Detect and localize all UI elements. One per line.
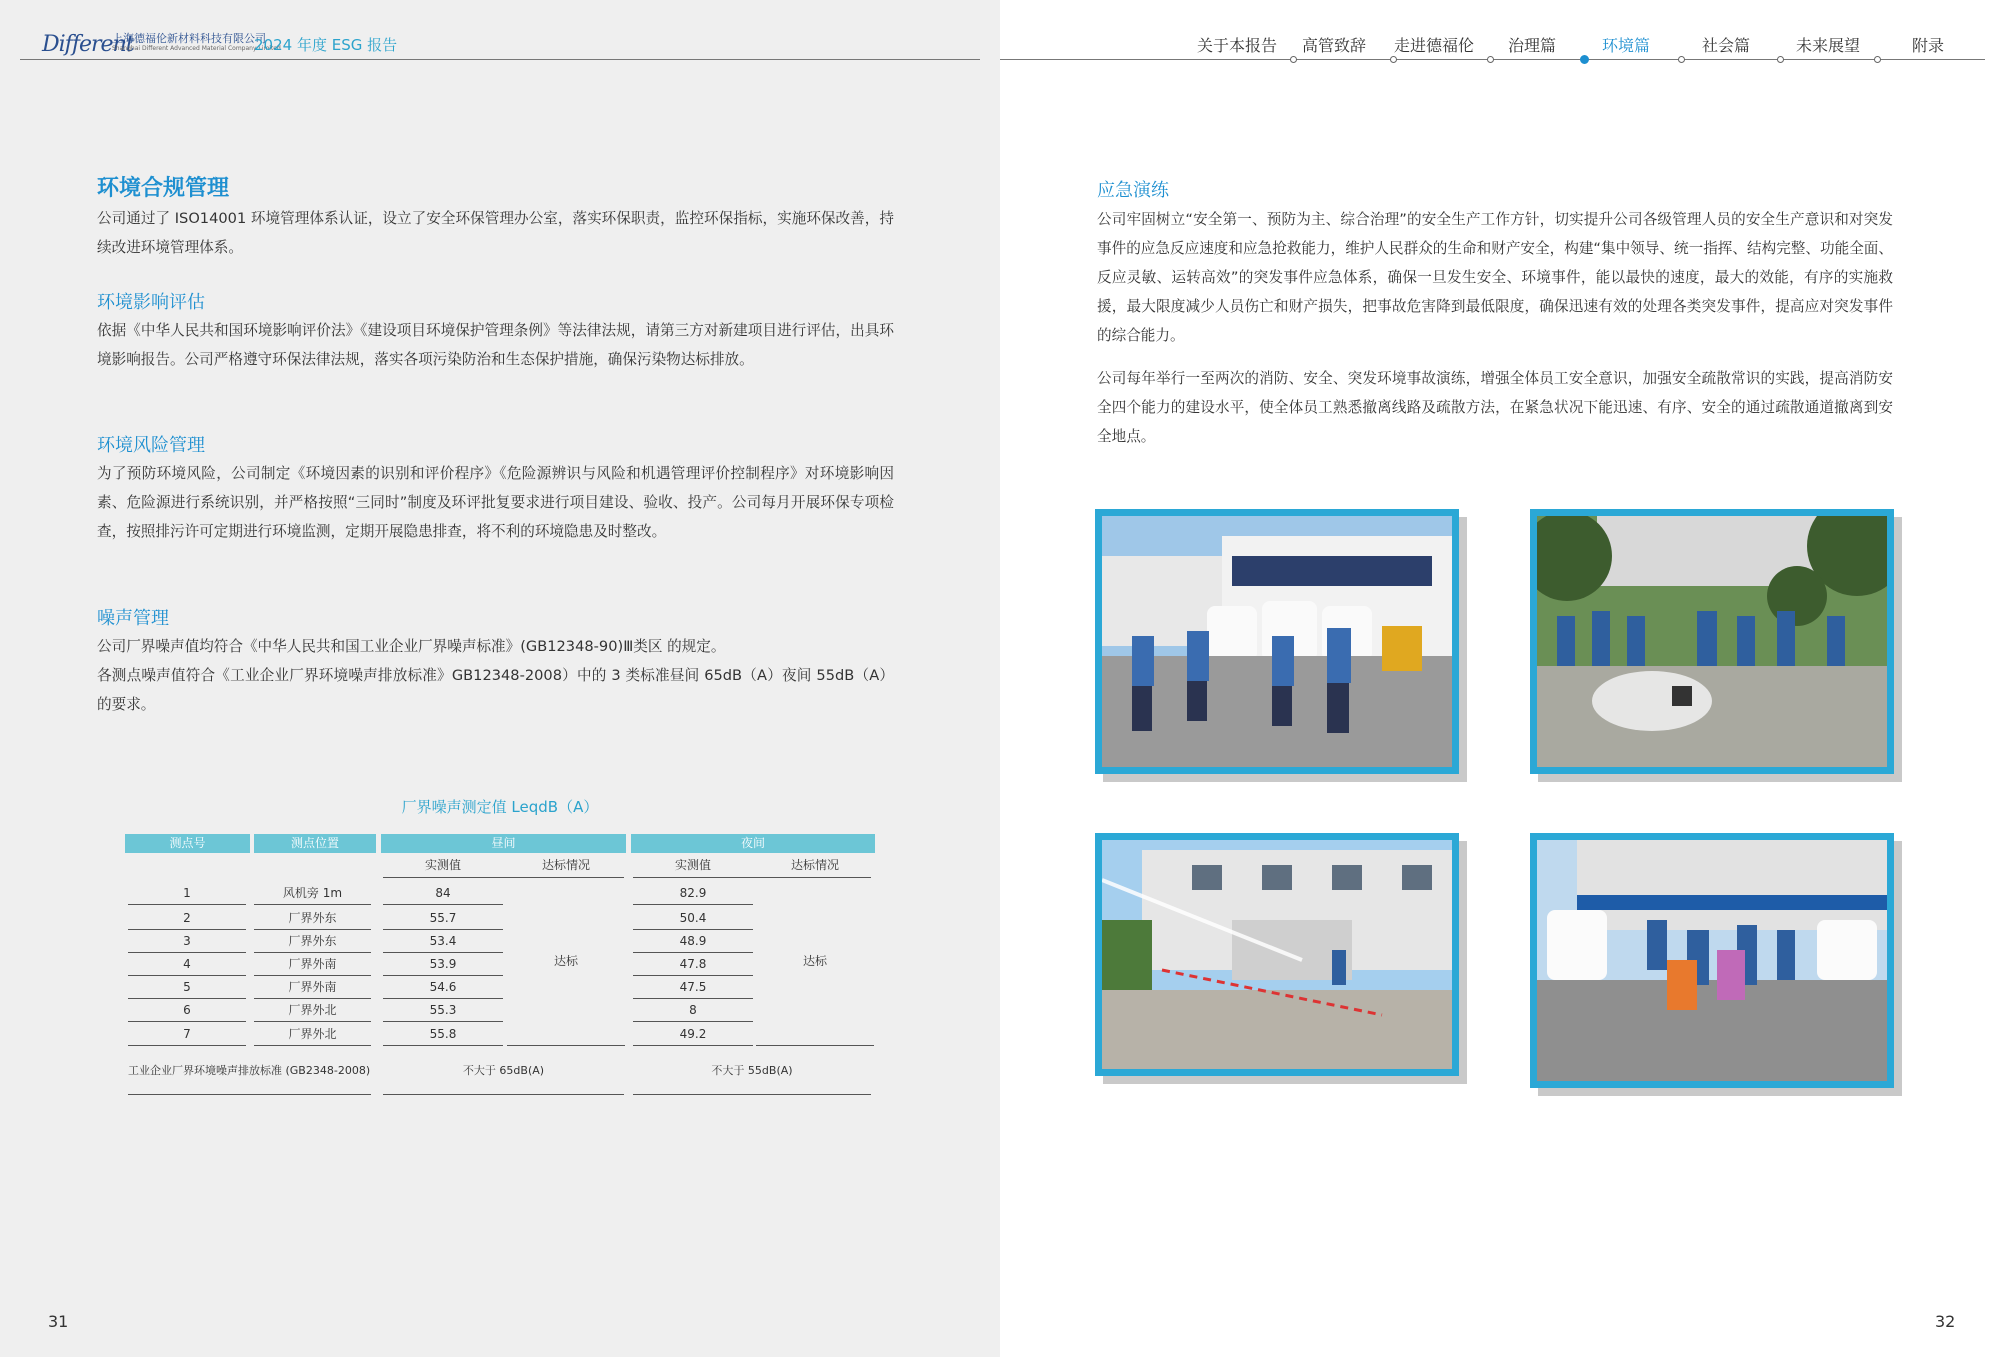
heading-risk: 环境风险管理 [97,435,205,456]
table-cell-night: 50.4 [679,911,707,925]
table-row-rule [383,975,503,976]
drill-photo-fire-hose [1095,833,1459,1076]
table-row-rule [633,1045,753,1046]
table-row-rule [128,929,246,930]
heading-emergency-drill: 应急演练 [1097,180,1169,201]
night-limit: 不大于 55dB(A) [711,1064,793,1077]
table-cell-day: 55.8 [429,1027,457,1041]
nav-item[interactable]: 走进德福伦 [1394,36,1475,55]
table-cell-night: 47.8 [679,957,707,971]
table-cell-no: 5 [183,980,191,994]
table-row-rule [254,929,371,930]
standard-label: 工业企业厂界环境噪声排放标准 (GB2348-2008) [128,1064,371,1077]
table-cell-location: 风机旁 1m [282,886,343,900]
photo-image [1102,516,1452,767]
table-row-rule [633,998,753,999]
table-cell-day: 53.4 [429,934,457,948]
table-cell-no: 3 [183,934,191,948]
sub-night-measured: 实测值 [674,858,711,872]
table-cell-night: 49.2 [679,1027,707,1041]
rule [383,877,624,878]
table-row-rule [383,952,503,953]
photo-image [1102,840,1452,1069]
noise-paragraph-2: 各测点噪声值符合《工业企业厂界环境噪声排放标准》GB12348-2008）中的 3 类标准昼间 65dB（A）夜间 55dB（A）的要求。 [97,667,894,713]
table-row-rule [633,904,753,905]
photo-image [1537,840,1887,1081]
nav-dot [1580,55,1589,64]
nav-item[interactable]: 高管致辞 [1302,36,1367,55]
status-rule [507,1045,625,1046]
table-cell-night: 8 [689,1003,697,1017]
th-night: 夜间 [631,834,875,853]
sub-night-status: 达标情况 [790,858,839,872]
rule [254,1094,371,1095]
rule [383,1094,624,1095]
nav-item[interactable]: 未来展望 [1796,36,1861,55]
day-status-merged: 达标 [553,954,578,968]
page-number-left: 31 [48,1312,69,1331]
night-status-merged: 达标 [802,954,827,968]
noise-paragraph-1: 公司厂界噪声值均符合《中华人民共和国工业企业厂界噪声标准》(GB12348-90)Ⅲ类区 的规定。 [97,638,726,655]
status-rule [756,1045,874,1046]
company-name-en: Shanghai Different Advanced Material Company Limited [112,45,281,52]
table-cell-location: 厂界外南 [288,980,337,994]
table-cell-location: 厂界外东 [288,911,337,925]
table-row-rule [128,952,246,953]
table-row-rule [383,904,503,905]
table-row-rule [633,952,753,953]
nav-dot [1678,56,1685,63]
table-cell-location: 厂界外北 [288,1003,337,1017]
compliance-intro: 公司通过了 ISO14001 环境管理体系认证，设立了安全环保管理办公室，落实环保职责，监控环保指标，实施环保改善，持续改进环境管理体系。 [97,210,894,256]
table-row-rule [383,1045,503,1046]
table-cell-location: 厂界外东 [288,934,337,948]
table-row-rule [633,975,753,976]
rule [633,877,871,878]
table-cell-night: 48.9 [679,934,707,948]
table-cell-day: 53.9 [429,957,457,971]
table-row-rule [254,952,371,953]
th-point-no: 测点号 [125,834,250,853]
nav-dot [1390,56,1397,63]
table-cell-day: 55.7 [429,911,457,925]
heading-noise: 噪声管理 [97,608,169,629]
nav-dot [1874,56,1881,63]
th-day: 昼间 [381,834,626,853]
drill-paragraph-2: 公司每年举行一至两次的消防、安全、突发环境事故演练，增强全体员工安全意识，加强安全疏散常识的实践，提高消防安全四个能力的建设水平，使全体员工熟悉撤离线路及疏散方法，在紧急状况下能迅速、有序、安全的通过疏散通道撤离到安全地点。 [1097,370,1893,445]
table-row-rule [383,998,503,999]
table-row-rule [254,998,371,999]
nav-dot [1290,56,1297,63]
table-row-rule [633,1021,753,1022]
company-name-cn: 上海德福伦新材料科技有限公司 [112,32,266,45]
table-cell-no: 6 [183,1003,191,1017]
table-row-rule [128,998,246,999]
table-row-rule [633,929,753,930]
table-cell-location: 厂界外南 [288,957,337,971]
nav-item[interactable]: 社会篇 [1702,36,1751,55]
table-cell-day: 55.3 [429,1003,457,1017]
drill-photo-evacuation-2 [1530,833,1894,1088]
th-location: 测点位置 [254,834,376,853]
rule [633,1094,871,1095]
table-cell-location: 厂界外北 [288,1027,337,1041]
nav-dot [1487,56,1494,63]
heading-eia: 环境影响评估 [97,292,205,313]
sub-day-measured: 实测值 [424,858,461,872]
table-cell-no: 1 [183,886,191,900]
risk-paragraph: 为了预防环境风险，公司制定《环境因素的识别和评价程序》《危险源辨识与风险和机遇管理评价控制程序》对环境影响因素、危险源进行系统识别，并严格按照“三同时”制度及环评批复要求进行项目建设、验收、投产。公司每月开展环保专项检查，按照排污许可定期进行环境监测，定期开展隐患排查，将不利的环境隐患及时整改。 [97,465,894,540]
table-cell-day: 84 [435,886,451,900]
table-row-rule [383,929,503,930]
drill-paragraph-1: 公司牢固树立“安全第一、预防为主、综合治理”的安全生产工作方针，切实提升公司各级管理人员的安全生产意识和对突发事件的应急反应速度和应急抢救能力，维护人民群众的生命和财产安全，构建“集中领导、统一指挥、结构完整、功能全面、反应灵敏、运转高效”的突发事件应急体系，确保一旦发生安全、环境事件，能以最快的速度，最大的效能，有序的实施救援，最大限度减少人员伤亡和财产损失，把事故危害降到最低限度，确保迅速有效的处理各类突发事件，提高应对突发事件的综合能力。 [1097,211,1893,344]
company-logo: Different [42,32,134,57]
table-row-rule [254,975,371,976]
table-row-rule [254,1021,371,1022]
table-cell-no: 2 [183,911,191,925]
report-title: 2024 年度 ESG 报告 [254,36,398,54]
table-row-rule [128,1045,246,1046]
table-cell-no: 4 [183,957,191,971]
table-cell-night: 82.9 [679,886,707,900]
table-row-rule [128,904,246,905]
section-title-compliance: 环境合规管理 [97,176,230,201]
noise-table-title: 厂界噪声测定值 LeqdB（A） [401,798,599,816]
table-row-rule [128,975,246,976]
table-cell-no: 7 [183,1027,191,1041]
nav-item[interactable]: 治理篇 [1508,36,1557,55]
table-row-rule [128,1021,246,1022]
day-limit: 不大于 65dB(A) [462,1064,545,1077]
table-cell-day: 54.6 [429,980,457,994]
table-row-rule [254,1045,371,1046]
table-row-rule [383,1021,503,1022]
page-number-right: 32 [1935,1312,1956,1331]
nav-item[interactable]: 附录 [1912,36,1945,55]
drill-photo-evacuation-1 [1095,509,1459,774]
nav-item[interactable]: 关于本报告 [1197,36,1278,55]
sub-day-status: 达标情况 [541,858,590,872]
table-row-rule [254,904,371,905]
nav-item[interactable]: 环境篇 [1602,36,1651,55]
photo-image [1537,516,1887,767]
header-divider [20,59,980,60]
table-cell-night: 47.5 [679,980,707,994]
nav-dot [1777,56,1784,63]
drill-photo-fire-extinguisher [1530,509,1894,774]
eia-paragraph: 依据《中华人民共和国环境影响评价法》《建设项目环境保护管理条例》等法律法规，请第三方对新建项目进行评估，出具环境影响报告。公司严格遵守环保法律法规，落实各项污染防治和生态保护措施，确保污染物达标排放。 [97,322,894,368]
